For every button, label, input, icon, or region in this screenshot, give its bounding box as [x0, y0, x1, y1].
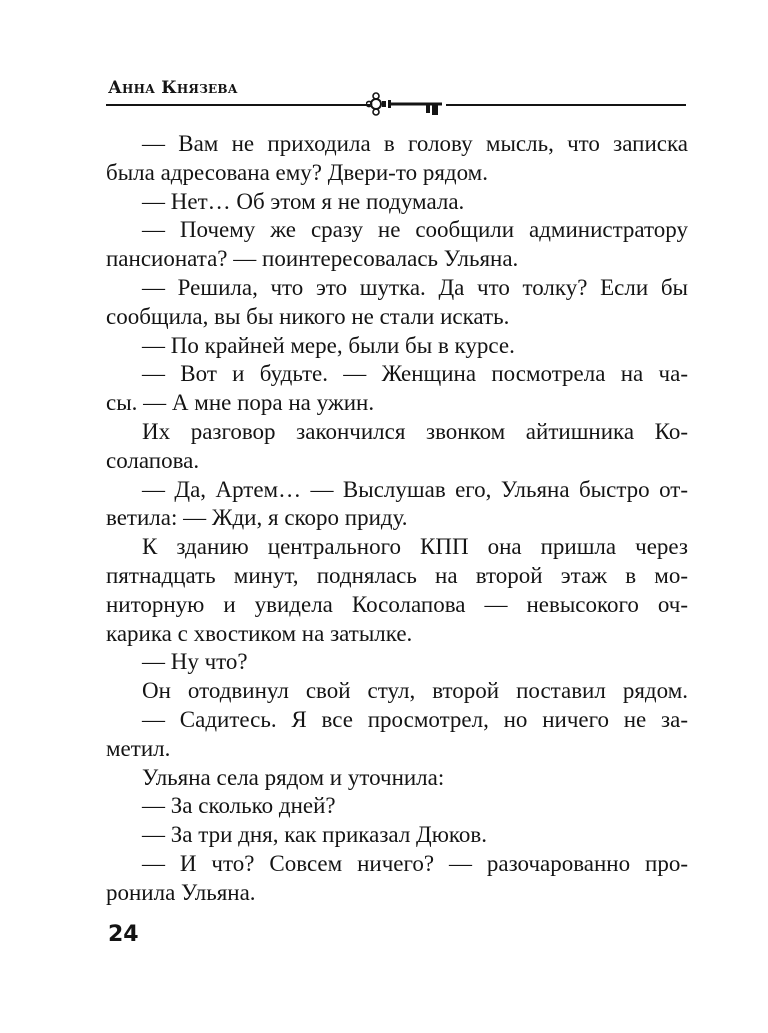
text-line: — Вот и будьте. — Женщина посмотрела на ча-: [142, 361, 688, 387]
text-line: — Нет… Об этом я не подумала.: [142, 188, 465, 214]
text-line: — Почему же сразу не сообщили администратору: [142, 217, 688, 243]
text-line: солапова.: [106, 447, 200, 473]
text-line: ветила: — Жди, я скоро приду.: [106, 505, 408, 531]
text-line: — И что? Совсем ничего? — разочарованно про-: [142, 850, 688, 876]
text-line: карика с хвостиком на затылке.: [106, 620, 413, 646]
text-line: сы. — А мне пора на ужин.: [106, 390, 375, 416]
header-author: Анна Князева: [108, 78, 238, 98]
text-line: пятнадцать минут, поднялась на второй этаж в мо-: [106, 562, 688, 588]
text-line: — За сколько дней?: [142, 793, 336, 819]
text-line: — Ну что?: [142, 649, 248, 675]
text-line: Их разговор закончился звонком айтишника Ко-: [142, 418, 688, 444]
header-rule-left: [106, 104, 370, 106]
text-line: — Да, Артем… — Выслушав его, Ульяна быстро от-: [142, 476, 688, 502]
text-line: — За три дня, как приказал Дюков.: [142, 822, 488, 848]
text-line: — Вам не приходила в голову мысль, что записка: [142, 131, 688, 156]
text-line: — Садитесь. Я все просмотрел, но ничего не за-: [142, 706, 688, 732]
text-line: ниторную и увидела Косолапова — невысокого оч-: [106, 591, 688, 617]
text-line: сообщила, вы бы никого не стали искать.: [106, 303, 510, 329]
text-line: — Решила, что это шутка. Да что толку? Если бы: [142, 274, 688, 300]
body-text: [106, 130, 688, 908]
text-line: метил.: [106, 735, 171, 761]
text-line: Ульяна села рядом и уточнила:: [142, 764, 445, 790]
text-line: Он отодвинул свой стул, второй поставил рядом.: [142, 678, 688, 704]
text-line: ронила Ульяна.: [106, 879, 256, 905]
text-line: пансионата? — поинтересовалась Ульяна.: [106, 246, 519, 272]
text-line: — По крайней мере, были бы в курсе.: [142, 332, 515, 358]
page-number: 24: [108, 922, 139, 947]
header-rule-right: [446, 104, 686, 106]
key-icon: [366, 92, 452, 118]
text-line: К зданию центрального КПП она пришла через: [142, 534, 688, 560]
text-line: была адресована ему? Двери-то рядом.: [106, 159, 488, 185]
